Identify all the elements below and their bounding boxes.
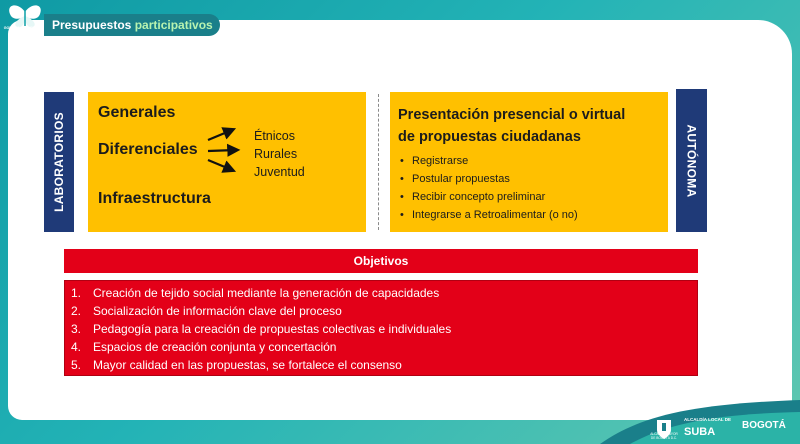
laboratorios-bar	[44, 92, 74, 232]
item-text: Espacios de creación conjunta y concertación	[93, 340, 337, 354]
item-text: Socialización de información clave del proceso	[93, 304, 342, 318]
item-number: 5.	[71, 358, 82, 372]
item-number: 4.	[71, 340, 82, 354]
item-number: 3.	[71, 322, 82, 336]
objectives-header: Objetivos	[64, 249, 698, 273]
list-item	[71, 338, 451, 356]
list-item	[71, 284, 451, 302]
autonoma-title	[398, 104, 625, 148]
category-diferenciales: Diferenciales	[98, 141, 198, 158]
sub-item-etnicos: Étnicos	[254, 129, 295, 143]
city-logo: BOGOTÁ	[742, 420, 786, 431]
item-text: Pedagogía para la creación de propuestas colectivas e individuales	[93, 322, 452, 336]
butterfly-logo-icon	[4, 2, 46, 42]
list-item	[71, 320, 451, 338]
dashed-divider	[378, 94, 379, 230]
list-item: • Registrarse	[398, 152, 578, 170]
item-text: Creación de tejido social mediante la generación de capacidades	[93, 286, 440, 300]
autonoma-title-line1: Presentación presencial o virtual	[398, 107, 626, 123]
sub-item-juventud: Juventud	[254, 165, 305, 179]
autonoma-label: AUTÓNOMA	[684, 123, 699, 198]
item-number: 1.	[71, 286, 82, 300]
escudo-caption: ALCALDÍA MAYOR DE BOGOTÁ D.C.	[650, 432, 678, 440]
list-item: • Postular propuestas	[398, 170, 578, 188]
locality-name: SUBA	[684, 426, 716, 438]
item-number: 2.	[71, 304, 82, 318]
list-item	[71, 356, 451, 374]
category-infraestructura: Infraestructura	[98, 190, 211, 207]
objectives-list	[71, 284, 451, 374]
item-text: Mayor calidad en las propuestas, se fortalece el consenso	[93, 358, 402, 372]
list-item: • Integrarse a Retroalimentar (o no)	[398, 206, 578, 224]
laboratorios-label: LABORATORIOS	[52, 112, 67, 212]
page-title-main: Presupuestos	[52, 18, 132, 32]
page-title	[44, 14, 220, 36]
sub-item-rurales: Rurales	[254, 147, 298, 161]
header-band	[0, 0, 800, 46]
autonoma-title-line2: de propuestas ciudadanas	[398, 129, 581, 145]
list-item: • Recibir concepto preliminar	[398, 188, 578, 206]
autonoma-steps-list	[398, 152, 578, 224]
autonoma-bar	[676, 89, 707, 232]
list-item	[71, 302, 451, 320]
page-title-accent: participativos	[134, 18, 213, 32]
objectives-box	[64, 280, 698, 376]
logo-caption: GOBIERNO ABIERTO DE BOGOTÁ	[3, 26, 41, 34]
category-generales: Generales	[98, 104, 176, 121]
alcaldia-label: ALCALDÍA LOCAL DE	[684, 417, 731, 422]
